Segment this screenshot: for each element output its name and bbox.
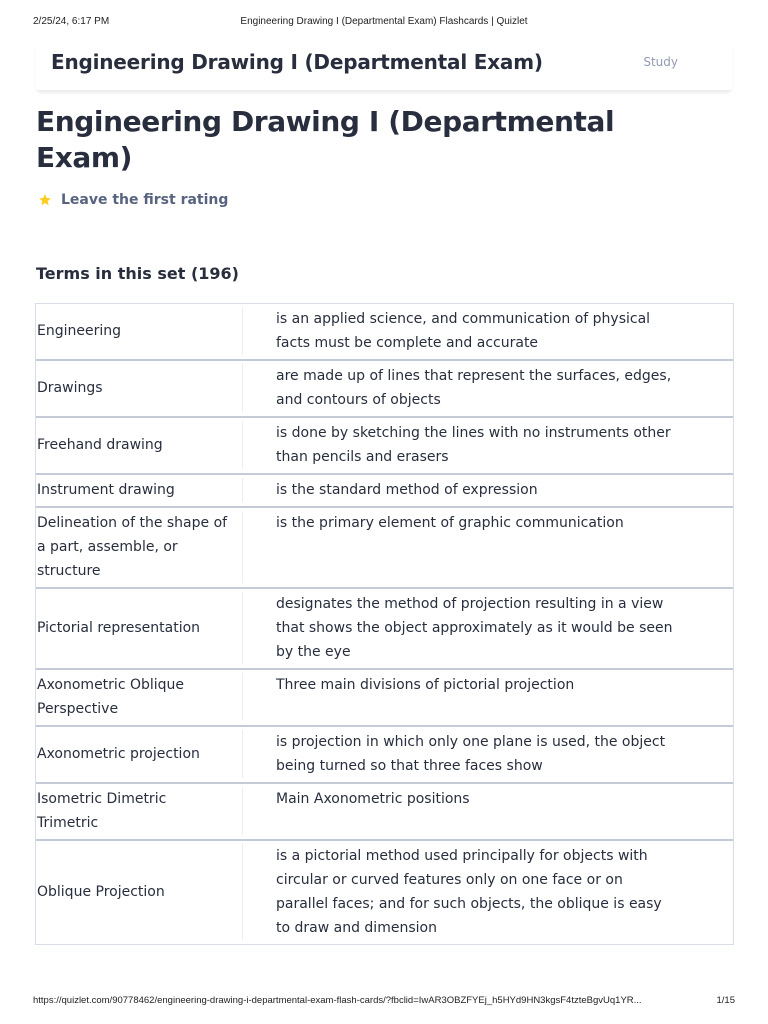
set-title: Engineering Drawing I (Departmental Exam) xyxy=(36,105,615,174)
star-icon xyxy=(38,193,52,207)
definition-cell: Main Axonometric positions xyxy=(276,791,470,807)
definition-cell: designates the method of projection resulting in a view that shows the object approximately as it would be seen by the eye xyxy=(276,596,673,660)
definition-cell: is a pictorial method used principally for objects with circular or curved features only on one face or on parallel faces; and for such objects, the oblique is easy to draw and dimension xyxy=(276,848,662,936)
print-url: https://quizlet.com/90778462/engineering-drawing-i-departmental-exam-flash-cards/?fbclid=IwAR3OBZFYEj_h5HYd9HN3kgsF4tzteBgvUq1YR... xyxy=(33,995,642,1006)
definition-cell: is projection in which only one plane is used, the object being turned so that three faces show xyxy=(276,734,666,774)
term-cell: Isometric Dimetric Trimetric xyxy=(36,787,243,835)
term-row xyxy=(36,475,733,508)
leave-rating-button[interactable] xyxy=(38,192,228,208)
rating-label: Leave the first rating xyxy=(61,192,229,208)
term-cell: Instrument drawing xyxy=(36,478,243,502)
print-document-title: Engineering Drawing I (Departmental Exam) Flashcards | Quizlet xyxy=(240,16,528,27)
term-row xyxy=(36,784,733,841)
top-bar-set-title: Engineering Drawing I (Departmental Exam) xyxy=(51,50,543,74)
definition-cell: is an applied science, and communication of physical facts must be complete and accurate xyxy=(276,311,651,351)
sticky-top-bar xyxy=(36,40,732,91)
page-number: 1/15 xyxy=(716,995,735,1006)
term-cell: Pictorial representation xyxy=(36,592,243,664)
study-button[interactable]: Study xyxy=(643,55,678,69)
term-row xyxy=(36,508,733,589)
term-cell: Engineering xyxy=(36,307,243,355)
term-row xyxy=(36,418,733,475)
definition-cell: is done by sketching the lines with no instruments other than pencils and erasers xyxy=(276,425,671,465)
term-cell: Freehand drawing xyxy=(36,421,243,469)
definition-cell: is the standard method of expression xyxy=(276,482,538,498)
term-row xyxy=(36,727,733,784)
print-header xyxy=(0,16,768,30)
term-row xyxy=(36,670,733,727)
definition-cell: are made up of lines that represent the surfaces, edges, and contours of objects xyxy=(276,368,672,408)
definition-cell: Three main divisions of pictorial projection xyxy=(276,677,575,693)
print-date: 2/25/24, 6:17 PM xyxy=(33,16,110,27)
terms-heading: Terms in this set (196) xyxy=(36,264,239,283)
term-row xyxy=(36,589,733,670)
term-row xyxy=(36,361,733,418)
term-cell: Delineation of the shape of a part, assemble, or structure xyxy=(36,511,243,583)
terms-table xyxy=(35,303,734,945)
term-cell: Drawings xyxy=(36,364,243,412)
term-cell: Axonometric projection xyxy=(36,730,243,778)
definition-cell: is the primary element of graphic communication xyxy=(276,515,624,531)
term-row xyxy=(36,841,733,944)
term-cell: Axonometric Oblique Perspective xyxy=(36,673,243,721)
term-row xyxy=(36,304,733,361)
term-cell: Oblique Projection xyxy=(36,844,243,940)
